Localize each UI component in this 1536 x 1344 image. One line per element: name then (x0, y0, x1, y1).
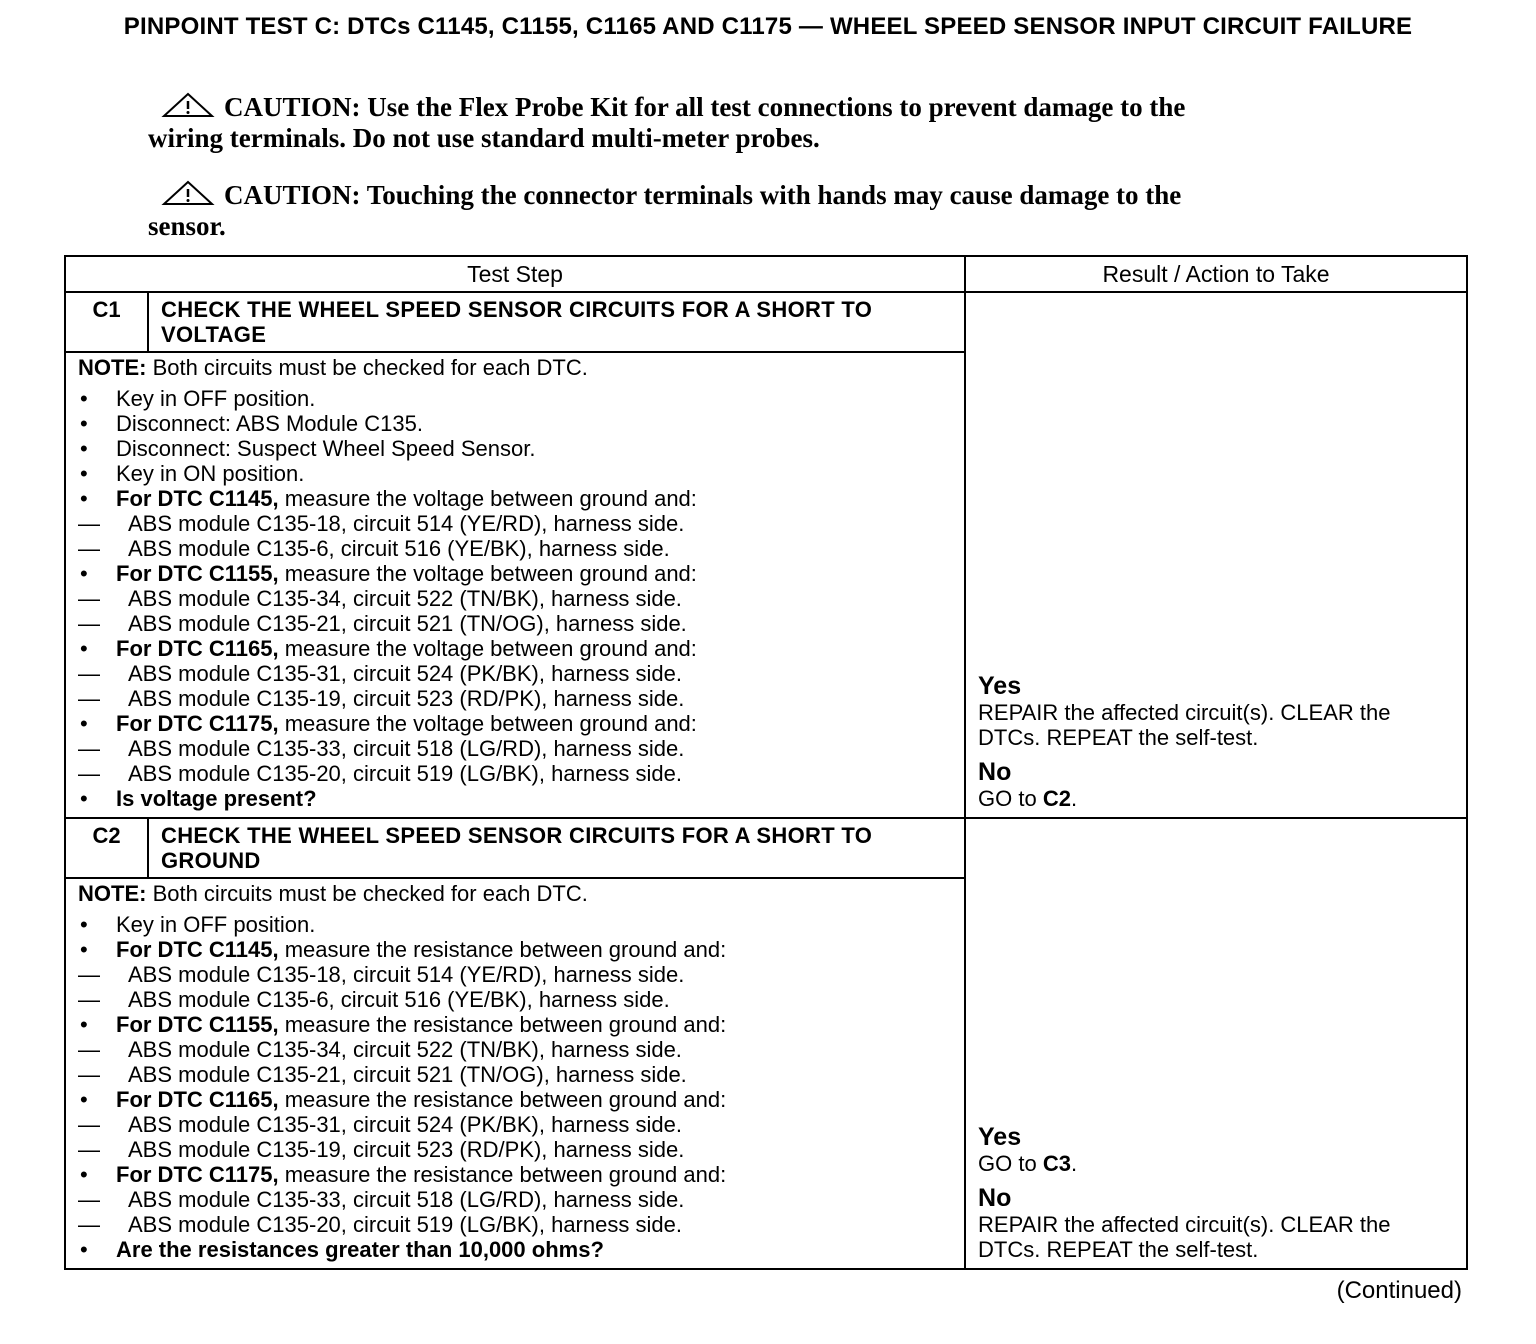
result-yes-text: REPAIR the affected circuit(s). CLEAR the DTCs. REPEAT the self-test. (978, 700, 1391, 750)
step-id-c2: C2 (65, 818, 148, 878)
sub-list-item: — ABS module C135-33, circuit 518 (LG/RD), harness side. (78, 1187, 954, 1212)
result-yes-label: Yes (978, 672, 1022, 700)
list-item: • Disconnect: ABS Module C135. (78, 411, 954, 436)
caution-text-line2: wiring terminals. Do not use standard multi-meter probes. (148, 123, 820, 153)
list-item: • For DTC C1165, measure the voltage between ground and: (78, 636, 954, 661)
pinpoint-test-table (64, 255, 1468, 1270)
step-question: • Is voltage present? (78, 786, 954, 811)
step-question: • Are the resistances greater than 10,000 ohms? (78, 1237, 954, 1262)
sub-list-item: — ABS module C135-31, circuit 524 (PK/BK), harness side. (78, 1112, 954, 1137)
sub-list-item: — ABS module C135-18, circuit 514 (YE/RD), harness side. (78, 511, 954, 536)
step-heading-c2: CHECK THE WHEEL SPEED SENSOR CIRCUITS FOR A SHORT TO GROUND (148, 818, 965, 878)
sub-list-item: — ABS module C135-34, circuit 522 (TN/BK), harness side. (78, 586, 954, 611)
result-no-label: No (978, 1184, 1012, 1212)
list-item: • For DTC C1145, measure the resistance between ground and: (78, 937, 954, 962)
caution-text-line1: CAUTION: Touching the connector terminals with hands may cause damage to the (224, 180, 1182, 210)
caution-text-line1: CAUTION: Use the Flex Probe Kit for all test connections to prevent damage to the (224, 92, 1186, 122)
sub-list (78, 661, 954, 711)
sub-list-item: — ABS module C135-20, circuit 519 (LG/BK), harness side. (78, 761, 954, 786)
result-yes-label: Yes (978, 1123, 1022, 1151)
list-item: • For DTC C1175, measure the voltage between ground and: (78, 711, 954, 736)
list-item: • Key in OFF position. (78, 386, 954, 411)
result-cell-c1 (965, 292, 1467, 818)
page-title: PINPOINT TEST C: DTCs C1145, C1155, C1165 AND C1175 — WHEEL SPEED SENSOR INPUT CIRCUIT FAILURE (123, 13, 1413, 40)
list-item: • Disconnect: Suspect Wheel Speed Sensor. (78, 436, 954, 461)
caution-text-line2: sensor. (148, 211, 226, 241)
sub-list (78, 962, 954, 1012)
sub-list (78, 736, 954, 786)
step-note: NOTE: Both circuits must be checked for each DTC. (78, 881, 588, 906)
sub-list-item: — ABS module C135-21, circuit 521 (TN/OG), harness side. (78, 611, 954, 636)
sub-list-item: — ABS module C135-21, circuit 521 (TN/OG), harness side. (78, 1062, 954, 1087)
step-heading-c1: CHECK THE WHEEL SPEED SENSOR CIRCUITS FOR A SHORT TO VOLTAGE (148, 292, 965, 352)
goto-c3-link: C3 (1042, 1151, 1071, 1176)
result-no-label: No (978, 758, 1012, 786)
sub-list-item: — ABS module C135-6, circuit 516 (YE/BK), harness side. (78, 987, 954, 1012)
list-item: • For DTC C1155, measure the resistance between ground and: (78, 1012, 954, 1037)
step-id-c1: C1 (65, 292, 148, 352)
sub-list (78, 586, 954, 636)
sub-list (78, 1112, 954, 1162)
sub-list-item: — ABS module C135-6, circuit 516 (YE/BK), harness side. (78, 536, 954, 561)
caution-touching-terminals (148, 180, 1388, 242)
step-body-c1 (65, 352, 965, 818)
sub-list-item: — ABS module C135-19, circuit 523 (RD/PK), harness side. (78, 1137, 954, 1162)
step-note: NOTE: Both circuits must be checked for each DTC. (78, 355, 588, 380)
result-yes-text: GO to C3. (978, 1151, 1078, 1176)
sub-list-item: — ABS module C135-18, circuit 514 (YE/RD), harness side. (78, 962, 954, 987)
sub-list-item: — ABS module C135-33, circuit 518 (LG/RD), harness side. (78, 736, 954, 761)
list-item: • For DTC C1175, measure the resistance between ground and: (78, 1162, 954, 1187)
header-test-step: Test Step (65, 256, 965, 292)
sub-list-item: — ABS module C135-19, circuit 523 (RD/PK), harness side. (78, 686, 954, 711)
step-list (78, 912, 954, 962)
sub-list (78, 1037, 954, 1087)
result-no-text: GO to C2. (978, 786, 1078, 811)
list-item: • Key in ON position. (78, 461, 954, 486)
list-item: • For DTC C1165, measure the resistance between ground and: (78, 1087, 954, 1112)
result-cell-c2 (965, 818, 1467, 1269)
list-item: • For DTC C1155, measure the voltage between ground and: (78, 561, 954, 586)
warning-triangle-icon (160, 92, 216, 118)
list-item: • Key in OFF position. (78, 912, 954, 937)
sub-list-item: — ABS module C135-20, circuit 519 (LG/BK), harness side. (78, 1212, 954, 1237)
warning-triangle-icon (160, 180, 216, 206)
goto-c2-link: C2 (1042, 786, 1071, 811)
sub-list (78, 511, 954, 561)
continued-label: (Continued) (1336, 1277, 1462, 1304)
list-item: • For DTC C1145, measure the voltage between ground and: (78, 486, 954, 511)
caution-flex-probe (148, 92, 1388, 154)
step-list (78, 386, 954, 511)
result-no-text: REPAIR the affected circuit(s). CLEAR the DTCs. REPEAT the self-test. (978, 1212, 1391, 1262)
sub-list-item: — ABS module C135-31, circuit 524 (PK/BK), harness side. (78, 661, 954, 686)
header-result-action: Result / Action to Take (965, 256, 1467, 292)
sub-list-item: — ABS module C135-34, circuit 522 (TN/BK), harness side. (78, 1037, 954, 1062)
sub-list (78, 1187, 954, 1237)
step-body-c2 (65, 878, 965, 1269)
